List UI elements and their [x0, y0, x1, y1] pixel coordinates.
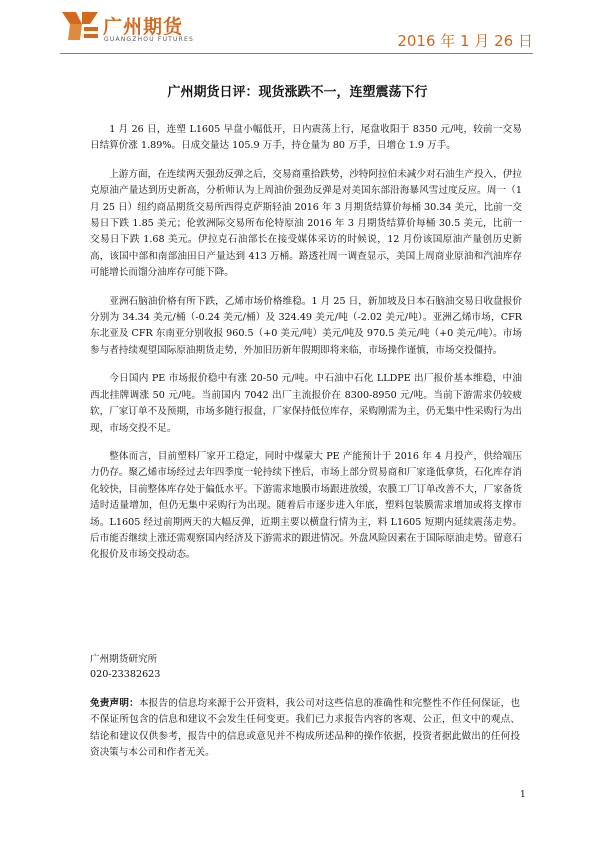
- disclaimer-label: 免责声明：: [90, 698, 139, 709]
- contact-block: [90, 652, 160, 682]
- page-title: 广州期货日评：现货涨跌不一，连塑震荡下行: [167, 85, 428, 100]
- paragraph-market-summary: 1 月 26 日，连塑 L1605 早盘小幅低开，日内震荡上行，尾盘收阳于 8350 元/吨，较前一交易日结算价涨 1.89%。日成交量达 105.9 万手，持仓量为 80 万手，日增仓 1.9 万手。: [90, 124, 522, 152]
- contact-phone: 020-23382623: [90, 669, 161, 680]
- disclaimer: [90, 696, 520, 762]
- page-number: 1: [520, 790, 526, 800]
- header-divider: [60, 53, 533, 54]
- disclaimer-text: 本报告的信息均来源于公开资料，我公司对这些信息的准确性和完整性不作任何保证，也不保证所包含的信息和建议不会发生任何变更。我们已力求报告内容的客观、公正，但文中的观点、结论和建议仅供参考，报告中的信息或意见并不构成所述品种的操作依据，投资者据此做出的任何投资决策与本公司和作者无关。: [90, 698, 521, 759]
- logo-subtitle: GUANGZHOU FUTURES: [104, 36, 194, 43]
- logo-title: 广州期货: [103, 16, 184, 38]
- paragraph-domestic-pe: 今日国内 PE 市场报价稳中有涨 20-50 元/吨。中石油中石化 LLDPE 出厂报价基本维稳，中油西北挂牌调涨 50 元/吨。当前国内 7042 出厂主流报价在 8300-8950 元/吨。当前下游需求仍较疲软，厂家订单不及预期，市场多随行报盘，厂家保持低位库存，采购刚需为主，仍无集中性采购行为出现，市场交投不足。: [90, 373, 522, 434]
- contact-org: 广州期货研究所: [90, 654, 158, 665]
- paragraph-upstream: 上游方面，在连续两天强劲反弹之后，交易商重拾跌势，沙特阿拉伯未减少对石油生产投入，伊拉克原油产量达到历史新高，分析师认为上周油价强劲反弹是对美国东部沿海暴风雪过度反应。周一（1 月 25 日）纽约商品期货交易所西得克萨斯轻油 2016 年 3 月期货结算价每桶 30.34 美元，比前一交易日下跌 1.85 美元；伦敦洲际交易所布伦特原油 2016 年 3 月期货结算价每桶 30.5 美元，比前一交易日下跌 1.68 美元。伊拉克石油部长在接受媒体采访的时候说，12 月份该国原油产量创历史新高，该国中部和南部油田日产量达到 413 万桶。路透社周一调查显示，美国上周商业原油和汽油库存可能增长而馏分油库存可能下降。: [90, 168, 522, 279]
- report-body: [90, 122, 522, 576]
- paragraph-conclusion: 整体而言，目前塑料厂家开工稳定，同时中煤蒙大 PE 产能预计于 2016 年 4 月投产，供给端压力仍存。聚乙烯市场经过去年四季度一轮持续下挫后，市场上部分贸易商和厂家逢低拿货，石化库存消化较快，目前整体库存处于偏低水平。下游需求地膜市场跟进放缓，农膜工厂订单改善不大，厂家备货适时适量增加，但仍无集中采购行为出现。随着后市逐步进入年底，塑料包装膜需求增加或将支撑市场。L1605 经过前期两天的大幅反弹，近期主要以横盘行情为主，料 L1605 短期内延续震荡走势。后市能否继续上涨还需观察国内经济及下游需求的跟进情况。外盘风险因素在于国际原油走势。留意石化报价及市场交投动态。: [90, 450, 522, 561]
- report-date: 2016 年 1 月 26 日: [397, 32, 533, 50]
- paragraph-naphtha-ethylene: 亚洲石脑油价格有所下跌，乙烯市场价格维稳。1 月 25 日，新加坡及日本石脑油交易日收盘报价分别为 34.34 美元/桶（-0.24 美元/桶）及 324.49 美元/吨（-2.02 美元/吨）。亚洲乙烯市场，CFR 东北亚及 CFR 东南亚分别收报 960.5（+0 美元/吨）美元/吨及 970.5 美元/吨（+0 美元/吨）。市场参与者持续观望国际原油期货走势，外加旧历新年假期即将来临，市场操作谨慎，市场交投僵持。: [90, 295, 522, 356]
- logo-icon: [60, 10, 100, 42]
